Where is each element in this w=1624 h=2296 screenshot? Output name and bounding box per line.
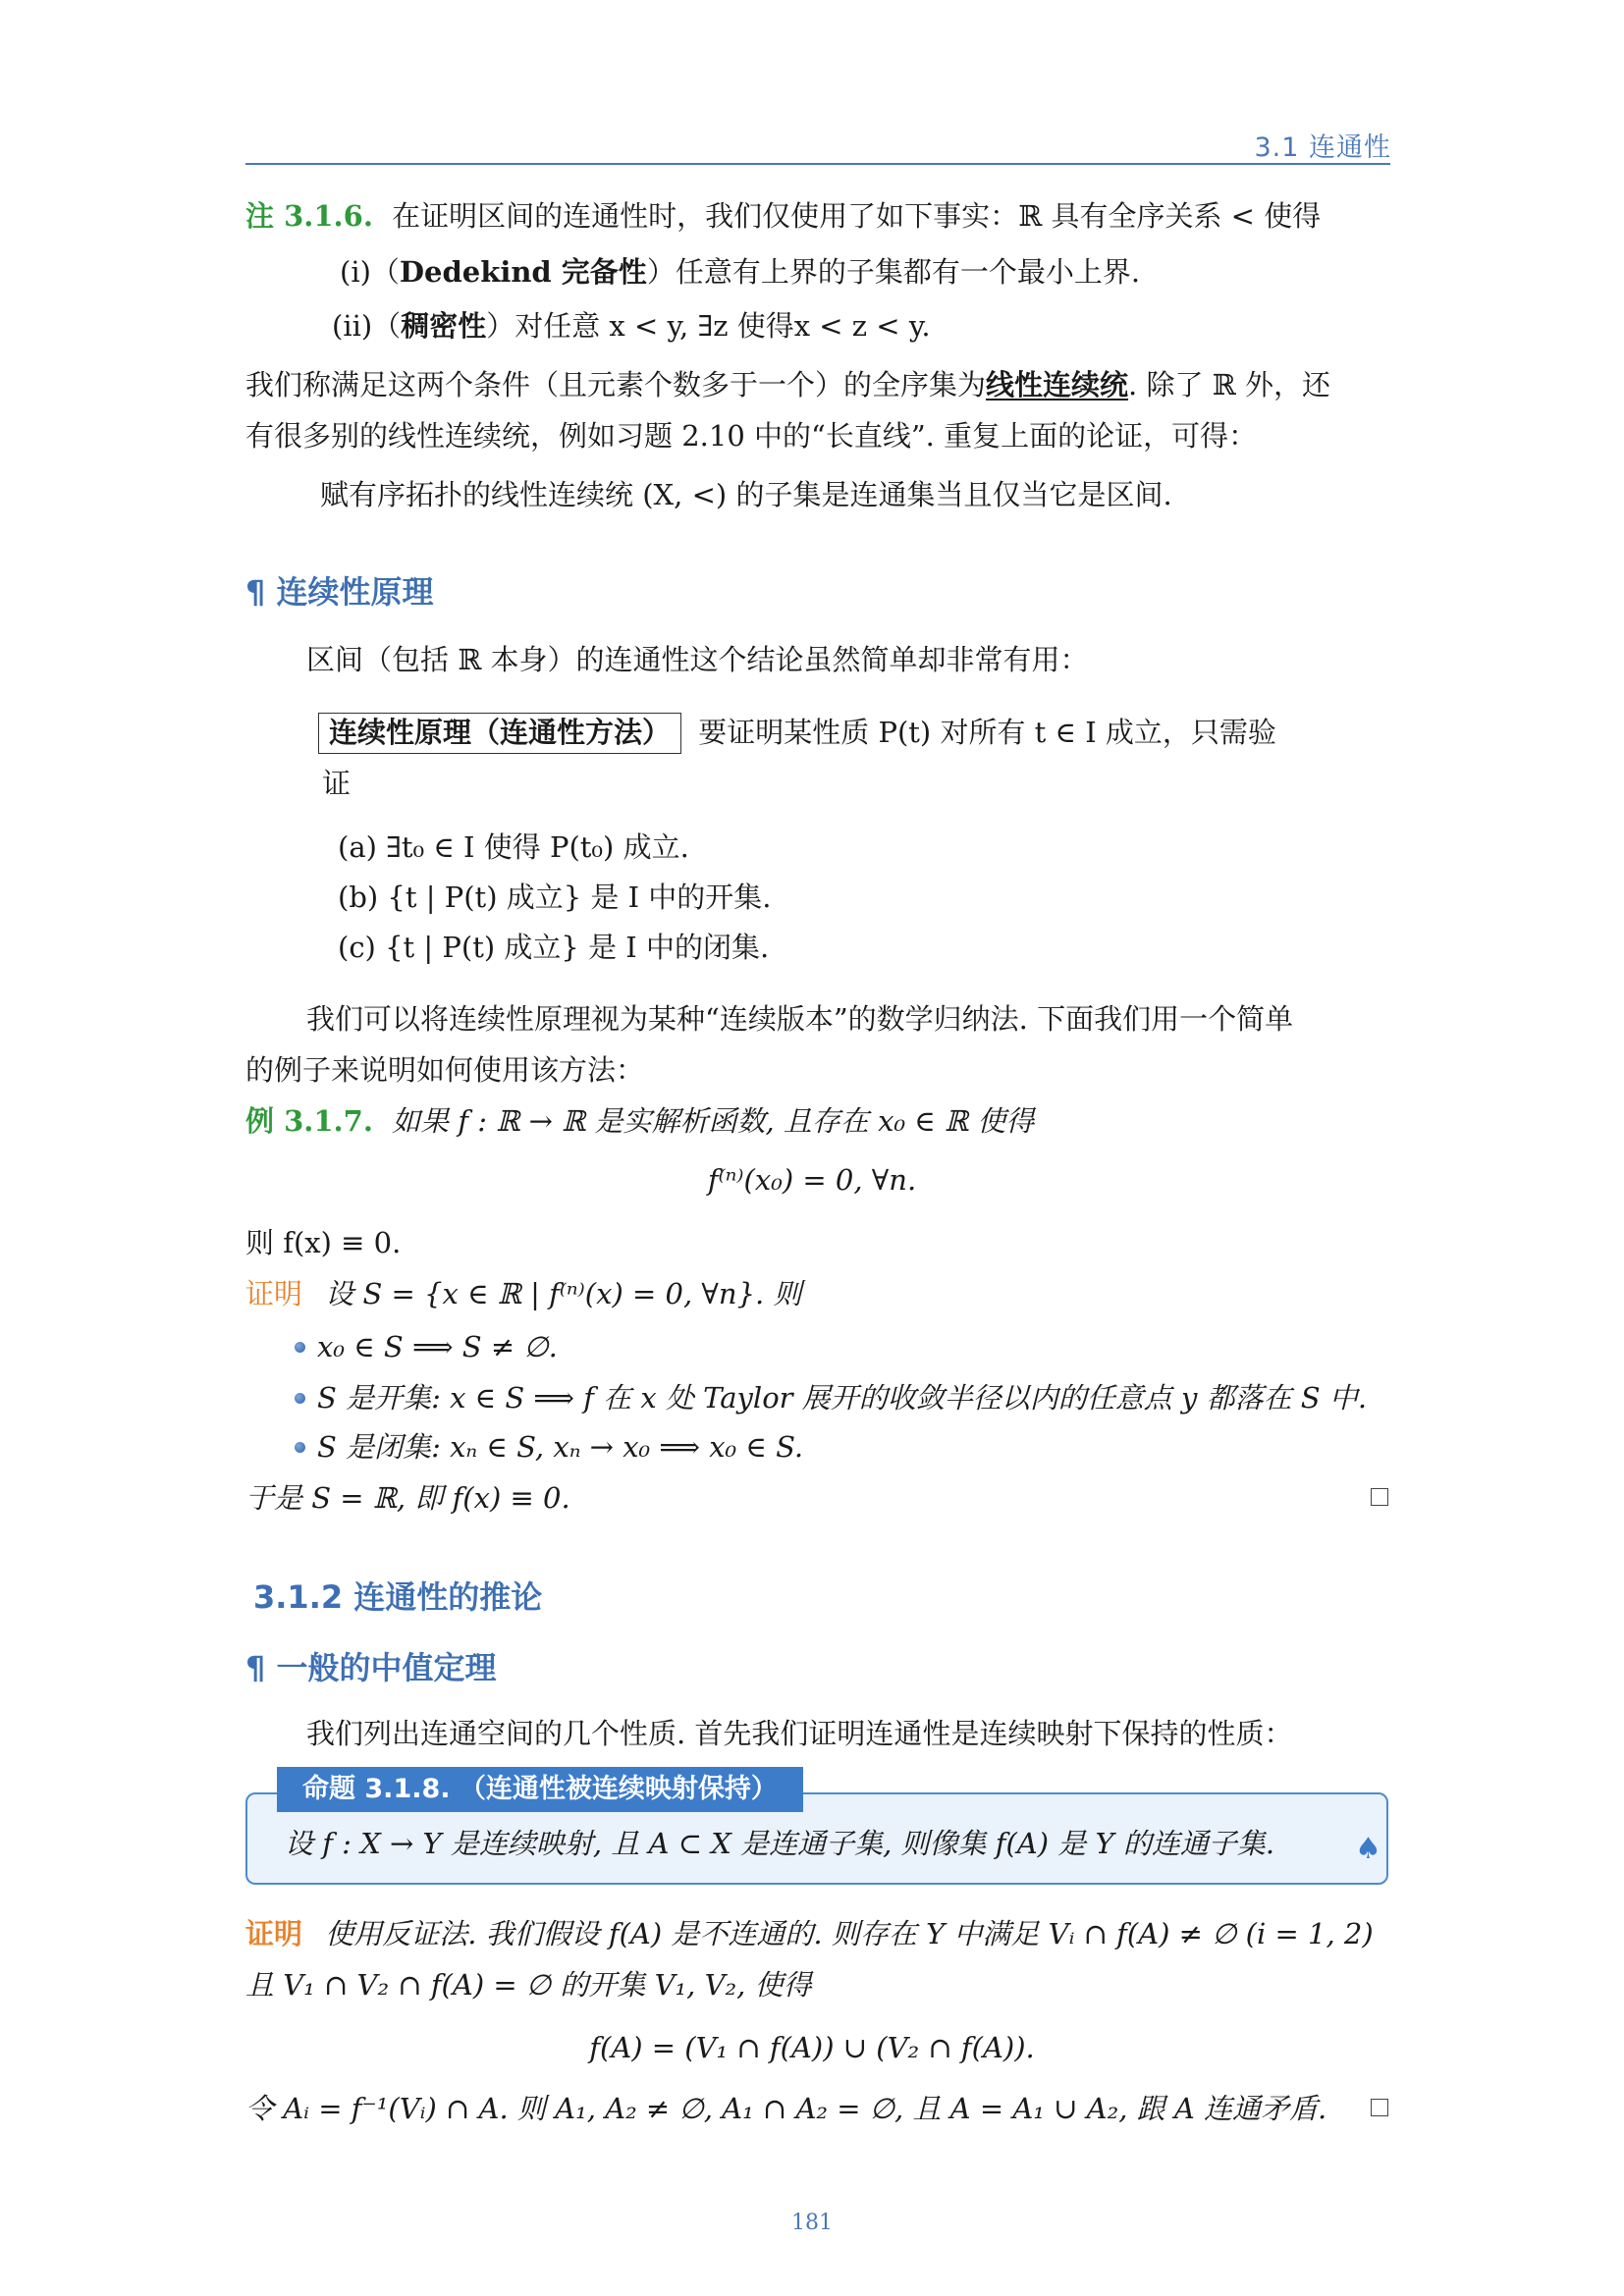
remark-label: 注 3.1.6. (245, 199, 373, 233)
continuity-intro: 区间（包括 ℝ 本身）的连通性这个结论虽然简单却非常有用： (306, 643, 1089, 676)
continuity-statement-cont: 证 (322, 767, 352, 800)
proof2-text-1: 使用反证法. 我们假设 f(A) 是不连通的. 则存在 Y 中满足 Vᵢ ∩ f(A) ≠ ∅ (i = 1, 2) (325, 1917, 1374, 1950)
proof1-final: 于是 S = ℝ, 即 f(x) ≡ 0. (245, 1481, 570, 1515)
remark-intro: 在证明区间的连通性时，我们仅使用了如下事实：ℝ 具有全序关系 < 使得 (392, 199, 1322, 233)
section-heading-ivt: ¶ 一般的中值定理 (245, 1649, 497, 1686)
continuity-item-b: (b) {t | P(t) 成立} 是 I 中的开集. (338, 881, 772, 914)
continuity-statement-line (318, 713, 1276, 752)
proof1-line (245, 1274, 801, 1313)
proof1-bullet-2: S 是开集: x ∈ S ⟹ f 在 x 处 Taylor 展开的收敛半径以内的任意点 y 都落在 S 中. (295, 1378, 1367, 1417)
header-rule (245, 163, 1390, 165)
example-label: 例 3.1.7. (245, 1104, 373, 1138)
remark-intro-line (245, 196, 1321, 236)
remark-item-2: (ii)（稠密性）对任意 x < y, ∃z 使得x < z < y. (332, 309, 931, 343)
example-line (245, 1101, 1034, 1141)
proposition-label: 命题 3.1.8. （连通性被连续映射保持） (277, 1767, 803, 1812)
continuity-item-a: (a) ∃t₀ ∈ I 使得 P(t₀) 成立. (338, 830, 689, 864)
page-number: 181 (791, 2211, 833, 2235)
proof2-line-3: 令 Aᵢ = f⁻¹(Vᵢ) ∩ A. 则 A₁, A₂ ≠ ∅, A₁ ∩ A₂ = ∅, 且 A = A₁ ∪ A₂, 跟 A 连通矛盾. (245, 2092, 1327, 2125)
qed-square-icon (1371, 2099, 1388, 2116)
example-equation: f⁽ⁿ⁾(x₀) = 0, ∀n. (707, 1163, 917, 1197)
proof2-line-2: 且 V₁ ∩ V₂ ∩ f(A) = ∅ 的开集 V₁, V₂, 使得 (245, 1968, 812, 2002)
linear-continuum-term: 线性连续统 (986, 368, 1129, 401)
bullet-dot-icon (295, 1342, 305, 1353)
proposition-text: 设 f : X → Y 是连续映射, 且 A ⊂ X 是连通子集, 则像集 f(A) 是 Y 的连通子集. (285, 1827, 1275, 1860)
bullet-dot-icon (295, 1442, 305, 1453)
proof1-bullet-3: S 是闭集: xₙ ∈ S, xₙ → x₀ ⟹ x₀ ∈ S. (295, 1427, 803, 1467)
continuity-after-2: 的例子来说明如何使用该方法： (245, 1053, 645, 1087)
example-conclusion: 则 f(x) ≡ 0. (245, 1226, 402, 1259)
section-heading-continuity: ¶ 连续性原理 (245, 573, 434, 611)
continuity-statement: 要证明某性质 P(t) 对所有 t ∈ I 成立，只需验 (698, 716, 1276, 749)
proof2-line-1 (245, 1914, 1374, 1953)
remark-para-2: 有很多别的线性连续统，例如习题 2.10 中的“长直线”. 重复上面的论证，可得： (245, 419, 1258, 453)
qed-square-icon (1371, 1488, 1388, 1506)
running-header: 3.1 连通性 (1254, 133, 1391, 163)
remark-para-3: 赋有序拓扑的线性连续统 (X, <) 的子集是连通集当且仅当它是区间. (320, 478, 1172, 511)
remark-para-1: 我们称满足这两个条件（且元素个数多于一个）的全序集为线性连续统. 除了 ℝ 外，还 (245, 368, 1331, 401)
ivt-intro: 我们列出连通空间的几个性质. 首先我们证明连通性是连续映射下保持的性质： (306, 1717, 1293, 1750)
bullet-dot-icon (295, 1393, 305, 1404)
subsection-heading: 3.1.2 连通性的推论 (253, 1578, 543, 1616)
spade-icon: ♠ (1355, 1832, 1381, 1866)
proof2-equation: f(A) = (V₁ ∩ f(A)) ∪ (V₂ ∩ f(A)). (589, 2031, 1035, 2064)
proof2-label: 证明 (245, 1917, 303, 1950)
continuity-item-c: (c) {t | P(t) 成立} 是 I 中的闭集. (338, 931, 770, 964)
continuity-after-1: 我们可以将连续性原理视为某种“连续版本”的数学归纳法. 下面我们用一个简单 (306, 1002, 1294, 1036)
proof1-bullet-1: x₀ ∈ S ⟹ S ≠ ∅. (295, 1327, 558, 1366)
continuity-principle-box: 连续性原理（连通性方法） (318, 713, 681, 754)
proof1-text: 设 S = {x ∈ ℝ | f⁽ⁿ⁾(x) = 0, ∀n}. 则 (325, 1277, 802, 1310)
remark-item-1: (i)（Dedekind 完备性）任意有上界的子集都有一个最小上界. (340, 255, 1141, 289)
density-term: 稠密性 (401, 309, 487, 343)
proof1-label: 证明 (245, 1277, 303, 1310)
dedekind-term: Dedekind 完备性 (399, 255, 647, 289)
example-text: 如果 f : ℝ → ℝ 是实解析函数, 且存在 x₀ ∈ ℝ 使得 (392, 1104, 1035, 1138)
